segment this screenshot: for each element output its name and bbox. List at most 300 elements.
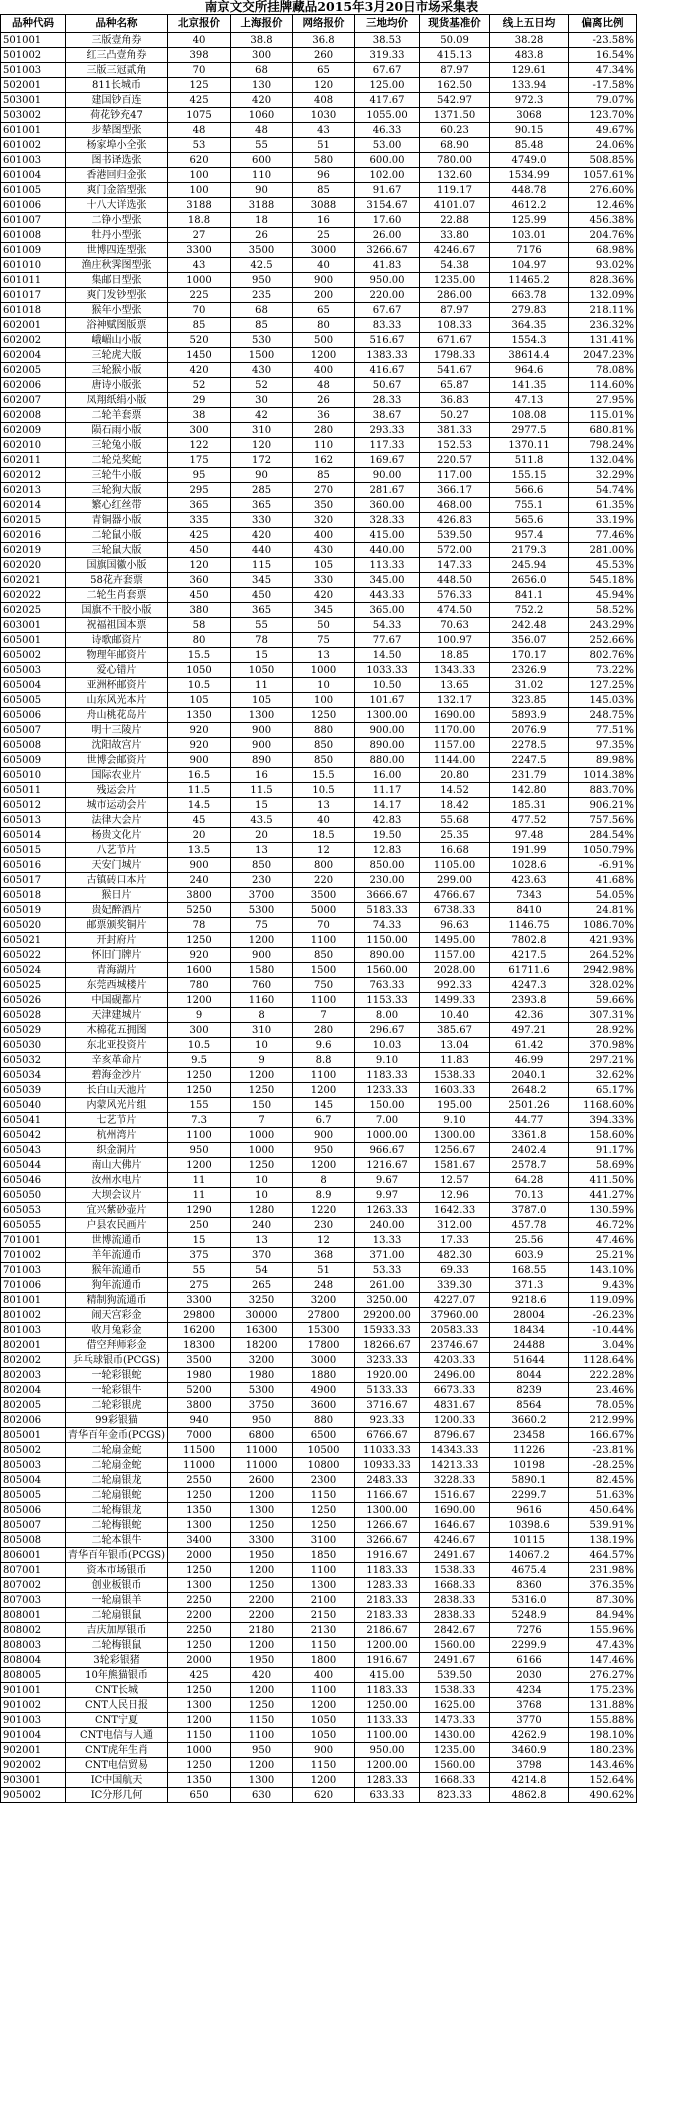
cell-spot-base-price: 132.17 [420, 693, 490, 708]
cell-online-price: 1880 [293, 1368, 355, 1383]
table-row [1, 1698, 637, 1713]
cell-online-five-day-average: 3660.2 [490, 1413, 569, 1428]
cell-code: 602002 [1, 333, 66, 348]
cell-online-price: 248 [293, 1278, 355, 1293]
cell-spot-base-price: 780.00 [420, 153, 490, 168]
cell-name: 羊年流通币 [66, 1248, 168, 1263]
cell-code: 602016 [1, 528, 66, 543]
cell-beijing-price: 1250 [168, 1488, 231, 1503]
cell-three-city-average: 53.33 [355, 1263, 420, 1278]
cell-three-city-average: 1266.67 [355, 1518, 420, 1533]
cell-three-city-average: 16.00 [355, 768, 420, 783]
cell-shanghai-price: 130 [231, 78, 293, 93]
cell-three-city-average: 11.17 [355, 783, 420, 798]
table-row [1, 693, 637, 708]
cell-three-city-average: 54.33 [355, 618, 420, 633]
cell-code: 602005 [1, 363, 66, 378]
table-row [1, 798, 637, 813]
cell-beijing-price: 85 [168, 318, 231, 333]
cell-name: 爽门发钞型张 [66, 288, 168, 303]
cell-spot-base-price: 108.33 [420, 318, 490, 333]
table-row [1, 213, 637, 228]
table-row [1, 48, 637, 63]
cell-three-city-average: 18266.67 [355, 1338, 420, 1353]
cell-deviation-ratio: 441.27% [569, 1188, 637, 1203]
cell-name: 大坝会议片 [66, 1188, 168, 1203]
cell-shanghai-price: 7 [231, 1113, 293, 1128]
cell-online-price: 1030 [293, 108, 355, 123]
cell-spot-base-price: 6673.33 [420, 1383, 490, 1398]
cell-shanghai-price: 172 [231, 453, 293, 468]
cell-spot-base-price: 1538.33 [420, 1683, 490, 1698]
cell-code: 602004 [1, 348, 66, 363]
cell-beijing-price: 335 [168, 513, 231, 528]
cell-beijing-price: 10.5 [168, 678, 231, 693]
cell-spot-base-price: 65.87 [420, 378, 490, 393]
cell-online-five-day-average: 46.99 [490, 1053, 569, 1068]
cell-online-five-day-average: 38614.4 [490, 348, 569, 363]
cell-name: 猴日片 [66, 888, 168, 903]
cell-beijing-price: 275 [168, 1278, 231, 1293]
table-row [1, 948, 637, 963]
cell-shanghai-price: 43.5 [231, 813, 293, 828]
table-row [1, 1248, 637, 1263]
cell-shanghai-price: 1250 [231, 1518, 293, 1533]
cell-shanghai-price: 1200 [231, 933, 293, 948]
cell-three-city-average: 230.00 [355, 873, 420, 888]
cell-three-city-average: 5183.33 [355, 903, 420, 918]
cell-beijing-price: 425 [168, 1668, 231, 1683]
table-row [1, 1743, 637, 1758]
cell-code: 605044 [1, 1158, 66, 1173]
cell-deviation-ratio: 539.91% [569, 1518, 637, 1533]
cell-shanghai-price: 600 [231, 153, 293, 168]
cell-three-city-average: 1383.33 [355, 348, 420, 363]
cell-deviation-ratio: 276.27% [569, 1668, 637, 1683]
cell-name: 乒乓球银币(PCGS) [66, 1353, 168, 1368]
table-row [1, 1098, 637, 1113]
cell-three-city-average: 328.33 [355, 513, 420, 528]
cell-shanghai-price: 1980 [231, 1368, 293, 1383]
table-row [1, 483, 637, 498]
cell-code: 605012 [1, 798, 66, 813]
cell-three-city-average: 1183.33 [355, 1068, 420, 1083]
cell-online-price: 1800 [293, 1653, 355, 1668]
cell-shanghai-price: 1100 [231, 1728, 293, 1743]
cell-name: 内蒙风光片组 [66, 1098, 168, 1113]
table-row [1, 1788, 637, 1803]
cell-deviation-ratio: -10.44% [569, 1323, 637, 1338]
cell-three-city-average: 28.33 [355, 393, 420, 408]
cell-deviation-ratio: 222.28% [569, 1368, 637, 1383]
cell-online-five-day-average: 5316.0 [490, 1593, 569, 1608]
cell-beijing-price: 1200 [168, 993, 231, 1008]
cell-online-five-day-average: 2402.4 [490, 1143, 569, 1158]
cell-online-price: 1250 [293, 1518, 355, 1533]
cell-three-city-average: 77.67 [355, 633, 420, 648]
cell-online-five-day-average: 3787.0 [490, 1203, 569, 1218]
sheet-title: 南京文交所挂牌藏品2015年3月20日市场采集表 [204, 0, 479, 14]
cell-code: 605022 [1, 948, 66, 963]
cell-code: 501003 [1, 63, 66, 78]
header-row [1, 15, 637, 33]
cell-deviation-ratio: 131.41% [569, 333, 637, 348]
cell-code: 605003 [1, 663, 66, 678]
cell-three-city-average: 1000.00 [355, 1128, 420, 1143]
cell-online-price: 260 [293, 48, 355, 63]
cell-online-price: 400 [293, 363, 355, 378]
cell-beijing-price: 3800 [168, 1398, 231, 1413]
cell-shanghai-price: 13 [231, 843, 293, 858]
cell-shanghai-price: 1050 [231, 663, 293, 678]
cell-code: 601017 [1, 288, 66, 303]
cell-deviation-ratio: 87.30% [569, 1593, 637, 1608]
cell-shanghai-price: 240 [231, 1218, 293, 1233]
cell-deviation-ratio: 49.67% [569, 123, 637, 138]
cell-online-five-day-average: 24488 [490, 1338, 569, 1353]
cell-online-five-day-average: 565.6 [490, 513, 569, 528]
cell-online-price: 280 [293, 1023, 355, 1038]
cell-spot-base-price: 1495.00 [420, 933, 490, 948]
cell-beijing-price: 1450 [168, 348, 231, 363]
cell-deviation-ratio: 212.99% [569, 1413, 637, 1428]
cell-shanghai-price: 18200 [231, 1338, 293, 1353]
cell-online-five-day-average: 11226 [490, 1443, 569, 1458]
cell-online-price: 1150 [293, 1758, 355, 1773]
cell-online-price: 1220 [293, 1203, 355, 1218]
cell-online-five-day-average: 957.4 [490, 528, 569, 543]
cell-code: 701006 [1, 1278, 66, 1293]
cell-code: 605039 [1, 1083, 66, 1098]
cell-spot-base-price: 12.57 [420, 1173, 490, 1188]
cell-deviation-ratio: 93.02% [569, 258, 637, 273]
table-row [1, 648, 637, 663]
cell-code: 602020 [1, 558, 66, 573]
cell-beijing-price: 900 [168, 858, 231, 873]
cell-beijing-price: 3400 [168, 1533, 231, 1548]
cell-code: 602013 [1, 483, 66, 498]
cell-shanghai-price: 950 [231, 1413, 293, 1428]
cell-online-five-day-average: 2040.1 [490, 1068, 569, 1083]
cell-name: 杨贵文化片 [66, 828, 168, 843]
cell-online-price: 1100 [293, 993, 355, 1008]
cell-shanghai-price: 10 [231, 1173, 293, 1188]
cell-three-city-average: 319.33 [355, 48, 420, 63]
cell-beijing-price: 48 [168, 123, 231, 138]
cell-online-five-day-average: 61711.6 [490, 963, 569, 978]
cell-three-city-average: 1150.00 [355, 933, 420, 948]
cell-code: 605043 [1, 1143, 66, 1158]
cell-beijing-price: 58 [168, 618, 231, 633]
cell-name: 二轮兑奖蛇 [66, 453, 168, 468]
cell-online-five-day-average: 9616 [490, 1503, 569, 1518]
cell-code: 601002 [1, 138, 66, 153]
cell-online-five-day-average: 497.21 [490, 1023, 569, 1038]
cell-deviation-ratio: 2942.98% [569, 963, 637, 978]
cell-spot-base-price: 13.65 [420, 678, 490, 693]
cell-name: 天津建城片 [66, 1008, 168, 1023]
cell-spot-base-price: 1157.00 [420, 738, 490, 753]
cell-shanghai-price: 30 [231, 393, 293, 408]
cell-spot-base-price: 539.50 [420, 528, 490, 543]
cell-name: 吉庆加厚银币 [66, 1623, 168, 1638]
cell-beijing-price: 125 [168, 78, 231, 93]
cell-deviation-ratio: 77.46% [569, 528, 637, 543]
cell-spot-base-price: 14343.33 [420, 1443, 490, 1458]
cell-shanghai-price: 78 [231, 633, 293, 648]
cell-name: CNT长城 [66, 1683, 168, 1698]
cell-code: 605017 [1, 873, 66, 888]
cell-code: 602011 [1, 453, 66, 468]
cell-name: 一轮扇银羊 [66, 1593, 168, 1608]
cell-name: 三轮猴小版 [66, 363, 168, 378]
cell-shanghai-price: 9 [231, 1053, 293, 1068]
cell-name: 香港回归金张 [66, 168, 168, 183]
cell-shanghai-price: 420 [231, 1668, 293, 1683]
cell-three-city-average: 1250.00 [355, 1698, 420, 1713]
cell-code: 801002 [1, 1308, 66, 1323]
cell-three-city-average: 1920.00 [355, 1368, 420, 1383]
cell-shanghai-price: 52 [231, 378, 293, 393]
cell-deviation-ratio: 155.96% [569, 1623, 637, 1638]
cell-beijing-price: 1600 [168, 963, 231, 978]
cell-online-price: 70 [293, 918, 355, 933]
cell-code: 602022 [1, 588, 66, 603]
cell-spot-base-price: 4831.67 [420, 1398, 490, 1413]
cell-code: 603001 [1, 618, 66, 633]
cell-deviation-ratio: 155.88% [569, 1713, 637, 1728]
cell-online-price: 420 [293, 588, 355, 603]
cell-beijing-price: 5200 [168, 1383, 231, 1398]
cell-deviation-ratio: 23.46% [569, 1383, 637, 1398]
cell-spot-base-price: 1560.00 [420, 1638, 490, 1653]
cell-shanghai-price: 54 [231, 1263, 293, 1278]
cell-online-five-day-average: 245.94 [490, 558, 569, 573]
cell-three-city-average: 14.17 [355, 798, 420, 813]
cell-spot-base-price: 60.23 [420, 123, 490, 138]
cell-online-five-day-average: 752.2 [490, 603, 569, 618]
cell-three-city-average: 53.00 [355, 138, 420, 153]
cell-deviation-ratio: 276.60% [569, 183, 637, 198]
cell-three-city-average: 12.83 [355, 843, 420, 858]
cell-deviation-ratio: 65.17% [569, 1083, 637, 1098]
cell-name: 精制狗流通币 [66, 1293, 168, 1308]
cell-spot-base-price: 6738.33 [420, 903, 490, 918]
cell-spot-base-price: 1473.33 [420, 1713, 490, 1728]
cell-code: 802004 [1, 1383, 66, 1398]
cell-online-five-day-average: 2030 [490, 1668, 569, 1683]
cell-deviation-ratio: 78.08% [569, 363, 637, 378]
cell-beijing-price: 650 [168, 1788, 231, 1803]
cell-online-price: 350 [293, 498, 355, 513]
cell-name: CNT电信与人通 [66, 1728, 168, 1743]
cell-three-city-average: 26.00 [355, 228, 420, 243]
cell-code: 601008 [1, 228, 66, 243]
cell-online-price: 12 [293, 1233, 355, 1248]
cell-online-five-day-average: 1028.6 [490, 858, 569, 873]
cell-name: 世博四连型张 [66, 243, 168, 258]
cell-online-five-day-average: 2501.26 [490, 1098, 569, 1113]
cell-spot-base-price: 37960.00 [420, 1308, 490, 1323]
cell-three-city-average: 1300.00 [355, 708, 420, 723]
cell-code: 605030 [1, 1038, 66, 1053]
cell-name: 沈阳故宫片 [66, 738, 168, 753]
cell-online-five-day-average: 483.8 [490, 48, 569, 63]
cell-spot-base-price: 9.10 [420, 1113, 490, 1128]
cell-deviation-ratio: 58.69% [569, 1158, 637, 1173]
cell-three-city-average: 415.00 [355, 1668, 420, 1683]
cell-shanghai-price: 90 [231, 468, 293, 483]
cell-deviation-ratio: -23.58% [569, 33, 637, 48]
cell-shanghai-price: 1200 [231, 1563, 293, 1578]
cell-online-price: 51 [293, 1263, 355, 1278]
cell-name: 猴年流通币 [66, 1263, 168, 1278]
cell-deviation-ratio: 198.10% [569, 1728, 637, 1743]
cell-three-city-average: 14.50 [355, 648, 420, 663]
cell-shanghai-price: 900 [231, 738, 293, 753]
cell-shanghai-price: 1250 [231, 1083, 293, 1098]
cell-deviation-ratio: 802.76% [569, 648, 637, 663]
cell-online-price: 900 [293, 1128, 355, 1143]
cell-online-five-day-average: 4217.5 [490, 948, 569, 963]
cell-deviation-ratio: 41.68% [569, 873, 637, 888]
cell-shanghai-price: 1250 [231, 1698, 293, 1713]
cell-online-price: 220 [293, 873, 355, 888]
cell-three-city-average: 2483.33 [355, 1473, 420, 1488]
cell-online-price: 1200 [293, 348, 355, 363]
table-row [1, 228, 637, 243]
cell-three-city-average: 416.67 [355, 363, 420, 378]
cell-beijing-price: 425 [168, 528, 231, 543]
cell-online-price: 10 [293, 678, 355, 693]
cell-online-price: 850 [293, 753, 355, 768]
cell-deviation-ratio: 2047.23% [569, 348, 637, 363]
cell-three-city-average: 38.53 [355, 33, 420, 48]
cell-three-city-average: 10.03 [355, 1038, 420, 1053]
cell-name: CNT电信贸易 [66, 1758, 168, 1773]
cell-online-five-day-average: 4749.0 [490, 153, 569, 168]
cell-code: 605019 [1, 903, 66, 918]
cell-online-five-day-average: 2393.8 [490, 993, 569, 1008]
cell-beijing-price: 1150 [168, 1728, 231, 1743]
table-row [1, 513, 637, 528]
cell-online-price: 1250 [293, 708, 355, 723]
cell-shanghai-price: 1200 [231, 1068, 293, 1083]
cell-beijing-price: 1250 [168, 1083, 231, 1098]
cell-deviation-ratio: 307.31% [569, 1008, 637, 1023]
cell-online-price: 5000 [293, 903, 355, 918]
cell-name: 三轮兔小版 [66, 438, 168, 453]
cell-spot-base-price: 541.67 [420, 363, 490, 378]
cell-name: 二轮扇金蛇 [66, 1443, 168, 1458]
table-row [1, 1413, 637, 1428]
cell-code: 701001 [1, 1233, 66, 1248]
cell-online-price: 10.5 [293, 783, 355, 798]
cell-three-city-average: 10.50 [355, 678, 420, 693]
cell-online-price: 15.5 [293, 768, 355, 783]
cell-three-city-average: 1133.33 [355, 1713, 420, 1728]
cell-shanghai-price: 3500 [231, 243, 293, 258]
cell-beijing-price: 27 [168, 228, 231, 243]
cell-deviation-ratio: -17.58% [569, 78, 637, 93]
cell-beijing-price: 300 [168, 423, 231, 438]
table-row [1, 1488, 637, 1503]
cell-deviation-ratio: 32.62% [569, 1068, 637, 1083]
cell-spot-base-price: 2028.00 [420, 963, 490, 978]
table-row [1, 498, 637, 513]
cell-deviation-ratio: 145.03% [569, 693, 637, 708]
cell-spot-base-price: 339.30 [420, 1278, 490, 1293]
cell-name: 古镇砖口本片 [66, 873, 168, 888]
cell-code: 905002 [1, 1788, 66, 1803]
cell-name: 东莞西城楼片 [66, 978, 168, 993]
cell-deviation-ratio: 204.76% [569, 228, 637, 243]
cell-deviation-ratio: 12.46% [569, 198, 637, 213]
cell-spot-base-price: 366.17 [420, 483, 490, 498]
cell-beijing-price: 450 [168, 543, 231, 558]
cell-online-price: 1050 [293, 1713, 355, 1728]
cell-online-five-day-average: 18434 [490, 1323, 569, 1338]
cell-code: 602025 [1, 603, 66, 618]
cell-online-five-day-average: 10198 [490, 1458, 569, 1473]
cell-code: 902001 [1, 1743, 66, 1758]
cell-online-price: 1100 [293, 933, 355, 948]
cell-name: 残运会片 [66, 783, 168, 798]
cell-name: 织金洞片 [66, 1143, 168, 1158]
cell-name: 祝福祖国本票 [66, 618, 168, 633]
cell-beijing-price: 900 [168, 753, 231, 768]
cell-code: 802003 [1, 1368, 66, 1383]
cell-name: 资本市场银币 [66, 1563, 168, 1578]
cell-online-five-day-average: 755.1 [490, 498, 569, 513]
cell-online-price: 230 [293, 1218, 355, 1233]
cell-code: 605040 [1, 1098, 66, 1113]
cell-spot-base-price: 33.80 [420, 228, 490, 243]
cell-online-five-day-average: 2299.9 [490, 1638, 569, 1653]
cell-three-city-average: 9.97 [355, 1188, 420, 1203]
header-beijing-price: 北京报价 [168, 15, 231, 33]
table-row [1, 168, 637, 183]
cell-online-five-day-average: 3361.8 [490, 1128, 569, 1143]
cell-deviation-ratio: 47.46% [569, 1233, 637, 1248]
cell-spot-base-price: 312.00 [420, 1218, 490, 1233]
cell-name: 二轮彩银虎 [66, 1398, 168, 1413]
cell-deviation-ratio: 32.29% [569, 468, 637, 483]
cell-online-price: 880 [293, 1413, 355, 1428]
cell-beijing-price: 3300 [168, 243, 231, 258]
cell-beijing-price: 29 [168, 393, 231, 408]
cell-beijing-price: 13.5 [168, 843, 231, 858]
cell-shanghai-price: 2200 [231, 1593, 293, 1608]
cell-shanghai-price: 530 [231, 333, 293, 348]
cell-spot-base-price: 4246.67 [420, 243, 490, 258]
cell-shanghai-price: 150 [231, 1098, 293, 1113]
cell-beijing-price: 1075 [168, 108, 231, 123]
table-row [1, 258, 637, 273]
cell-three-city-average: 3233.33 [355, 1353, 420, 1368]
table-row [1, 1608, 637, 1623]
cell-spot-base-price: 22.88 [420, 213, 490, 228]
cell-online-price: 2100 [293, 1593, 355, 1608]
cell-online-five-day-average: 11465.2 [490, 273, 569, 288]
cell-shanghai-price: 2600 [231, 1473, 293, 1488]
cell-deviation-ratio: 421.93% [569, 933, 637, 948]
cell-name: 国际农业片 [66, 768, 168, 783]
cell-online-five-day-average: 364.35 [490, 318, 569, 333]
table-row [1, 318, 637, 333]
cell-spot-base-price: 50.27 [420, 408, 490, 423]
cell-deviation-ratio: 297.21% [569, 1053, 637, 1068]
